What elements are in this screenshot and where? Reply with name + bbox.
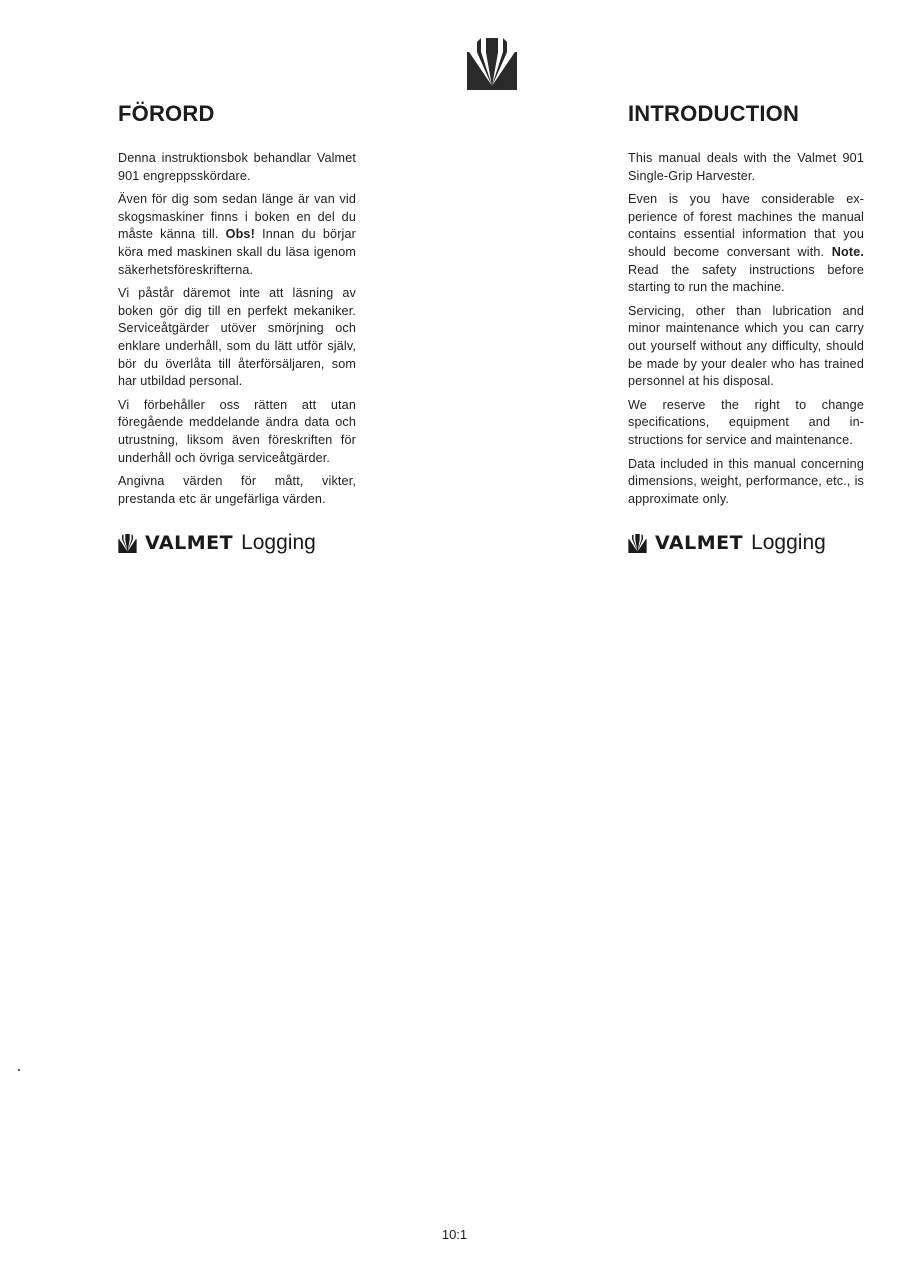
page-number: 10:1 (441, 1227, 468, 1242)
valmet-logging-brand (628, 530, 864, 556)
english-paragraph-4: We reserve the right to change specifications, equipment and instructions for service and maintenance. (628, 397, 864, 447)
english-column (628, 100, 864, 556)
paragraph-text: Even is you have considerable experience of forest machines the manual contains essential information that you should become conversant with. (628, 192, 864, 259)
valmet-logo-icon (628, 534, 647, 553)
english-paragraph-1: This manual deals with the Valmet 901 Single-Grip Harvester. (628, 151, 864, 183)
valmet-logo-icon (467, 38, 517, 90)
english-paragraph-5: Data included in this manual concerning dimensions, weight, performance, etc., is approximate only. (628, 456, 864, 506)
swedish-paragraph-4: Vi förbehåller oss rätten att utan föregående meddelande ändra data och utrustning, liksom även föreskriften för underhåll och övriga serviceåtgärder. (118, 397, 356, 465)
paragraph-bold-text: Note. (831, 244, 864, 259)
paragraph-bold-text: Obs! (225, 227, 255, 242)
valmet-logging-brand (118, 530, 356, 556)
brand-name: VALMET (655, 532, 744, 555)
swedish-heading: FÖRORD (118, 101, 215, 126)
english-heading: INTRODUCTION (628, 101, 800, 126)
paragraph-text: Innan du börjar köra med maskinen skall du läsa igenom säkerhetsföreskrifterna. (118, 227, 356, 277)
english-paragraph-2 (628, 191, 864, 297)
scan-speck (18, 1069, 20, 1071)
swedish-paragraph-5: Angivna värden för mått, vikter, prestanda etc är ungefärliga värden. (118, 474, 356, 506)
swedish-paragraph-3: Vi påstår däremot inte att läsning av boken gör dig till en perfekt mekaniker. Serviceåtgärder utöver smörjning och enklare underhåll, som du lätt utför själv, bör du överlåta till återförsäljaren, som har utbildad personal. (118, 286, 356, 389)
brand-name: VALMET (145, 532, 234, 555)
english-paragraph-3: Servicing, other than lubrication and minor maintenance which you can carry out yourself without any difficulty, should be made by your dealer who has trained personnel at his disposal. (628, 303, 864, 389)
brand-subtitle: Logging (751, 531, 826, 555)
swedish-paragraph-2 (118, 191, 356, 279)
brand-subtitle: Logging (241, 531, 316, 555)
paragraph-text: Read the safety instructions before starting to run the machine. (628, 262, 864, 295)
valmet-logo-icon (118, 534, 137, 553)
paragraph-text: Även för dig som sedan länge är van vid skogsmaskiner finns i boken en del du måste känna till. (118, 192, 356, 242)
swedish-column (118, 100, 356, 556)
swedish-paragraph-1: Denna instruktionsbok behandlar Valmet 901 engreppsskördare. (118, 151, 356, 183)
